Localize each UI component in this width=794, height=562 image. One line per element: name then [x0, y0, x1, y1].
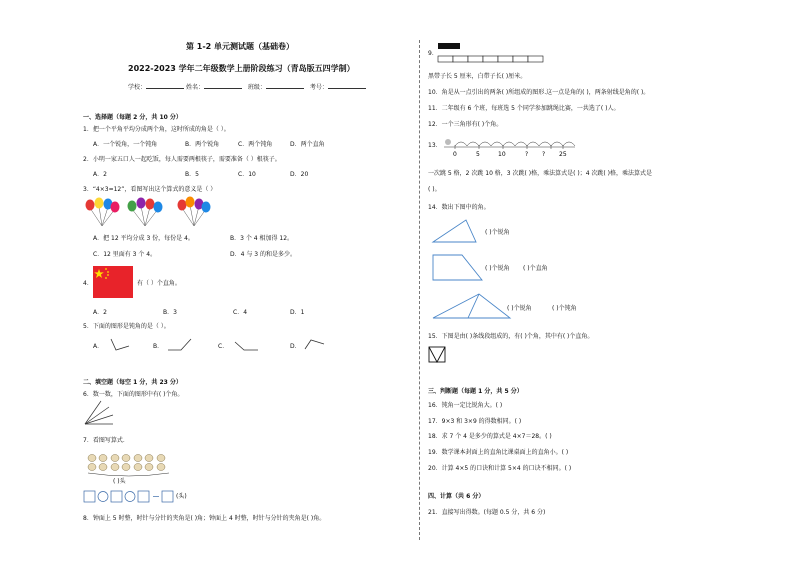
balloon	[146, 199, 155, 210]
column-divider	[419, 40, 420, 540]
tick-label: 10	[498, 151, 506, 158]
q14-b-acute[interactable]: ( )个锐角	[485, 265, 510, 272]
triangle-figure	[432, 218, 478, 244]
rays-figure	[83, 400, 115, 426]
pigs-illustration	[87, 452, 183, 476]
q1-stem: 1．把一个平角平均分成两个角，这时所成的角是（ ）。	[83, 126, 230, 133]
q10-stem: 10．角是从一点引出的两条( )所组成的图形.这一点是角的( )，两条射线是角的( )。	[428, 89, 650, 96]
school-blank[interactable]	[146, 82, 184, 89]
q14-a-answer[interactable]: ( )个锐角	[485, 229, 510, 236]
school-label: 学校：	[128, 84, 147, 91]
q7-unit: (头)	[176, 493, 187, 500]
q4-stem: 有（ ）个直角。	[137, 280, 181, 287]
section2-title: 二、填空题（每空 1 分，共 23 分）	[83, 379, 182, 386]
q20-stem: 20．计算 4×5 的口诀和计算 5×4 的口诀不相同。( )	[428, 465, 572, 472]
number-line-figure	[442, 133, 577, 159]
tick-label: ?	[525, 151, 529, 158]
balloon	[202, 202, 211, 213]
angle-b-figure	[167, 338, 193, 352]
split-triangle-figure	[432, 292, 512, 320]
q2-option-d[interactable]: D．20	[290, 171, 309, 178]
angle-c-figure	[234, 338, 260, 352]
q4-number: 4．	[83, 280, 93, 287]
q3-stem: 3．“4×3=12”，看图写出这个算式的意义是（ ）	[83, 186, 217, 193]
tick-label: 0	[453, 151, 457, 158]
exam-no-blank[interactable]	[328, 82, 366, 89]
balloon-group-3	[178, 197, 211, 227]
tick-label: 25	[559, 151, 567, 158]
q3-option-a[interactable]: A．把 12 平均分成 3 份，每份是 4。	[93, 235, 194, 242]
class-blank[interactable]	[266, 82, 304, 89]
section1-title: 一、选择题（每题 2 分，共 10 分）	[83, 114, 182, 121]
q16-stem: 16．钝角一定比锐角大。( )	[428, 402, 503, 409]
q4-option-d[interactable]: D．1	[290, 309, 305, 316]
q21-stem: 21．直接写出得数。(每题 0.5 分，共 6 分)	[428, 509, 546, 516]
q18-stem: 18．求 7 个 4 是多少的算式是 4×7＝28。( )	[428, 433, 552, 440]
china-flag-image	[93, 266, 133, 298]
balloon	[95, 198, 104, 209]
q14-stem: 14．数出下图中的角。	[428, 204, 490, 211]
tick-label: 5	[476, 151, 480, 158]
q3-option-c[interactable]: C．12 里面有 3 个 4。	[93, 251, 157, 258]
angle-a-figure	[110, 338, 130, 352]
q15-stem: 15．下图是由( )条线段组成的，有( )个角，其中有( )个直角。	[428, 333, 594, 340]
q9-stem: 黑带子长 5 厘米，白带子长( )厘米。	[428, 73, 527, 80]
q8-stem: 8．钟面上 5 时整，时针与分针的夹角是( )角；钟面上 4 时整，时针与分针的夹角是( )角。	[83, 515, 326, 522]
q5-option-b[interactable]: B．	[153, 343, 164, 350]
section3-title: 三、判断题（每题 1 分，共 5 分）	[428, 388, 523, 395]
q19-stem: 19．数学课本封面上的直角比课桌面上的直角小。( )	[428, 449, 569, 456]
q3-option-d[interactable]: D．4 与 3 的和是多少。	[230, 251, 296, 258]
q1-option-a[interactable]: A．一个锐角，一个钝角	[93, 141, 158, 148]
exam-no-label: 考号：	[309, 84, 328, 91]
q13-number: 13．	[428, 142, 442, 149]
q1-option-d[interactable]: D．两个直角	[290, 141, 325, 148]
q14-b-right[interactable]: ( )个直角	[523, 265, 548, 272]
balloon	[154, 202, 163, 213]
q4-option-c[interactable]: C．4	[233, 309, 248, 316]
name-label: 姓名：	[185, 84, 204, 91]
q17-stem: 17．9×3 和 3×9 的得数相同。( )	[428, 418, 522, 425]
tick-label: ?	[542, 151, 546, 158]
q11-stem: 11．二年级有 6 个班，每班选 5 个同学参加跳绳比赛，一共选了( )人。	[428, 105, 620, 112]
q5-option-d[interactable]: D．	[290, 343, 301, 350]
balloon	[86, 200, 95, 211]
section4-title: 四、计算（共 6 分）	[428, 493, 485, 500]
page-subtitle: 2022-2023 学年二年级数学上册阶段练习（青岛版五四学制）	[128, 64, 355, 73]
student-info-row	[128, 82, 366, 92]
q5-option-c[interactable]: C．	[218, 343, 229, 350]
q5-stem: 5．下面的图形是钝角的是（ ）。	[83, 323, 170, 330]
ribbons-figure	[437, 42, 547, 66]
balloon-group-2	[128, 198, 163, 227]
q1-option-b[interactable]: B．两个锐角	[185, 141, 220, 148]
q14-c-acute[interactable]: ( )个锐角	[507, 305, 532, 312]
balloon-group-1	[86, 198, 120, 227]
balloon	[111, 202, 120, 213]
balloon	[178, 200, 187, 211]
q2-option-c[interactable]: C．10	[238, 171, 256, 178]
balloon	[186, 197, 195, 208]
q7-fill-head[interactable]: ( )头	[113, 478, 126, 485]
square-v-figure	[428, 346, 448, 364]
q9-number: 9．	[428, 50, 438, 57]
page-title: 第 1-2 单元测试题（基础卷）	[186, 42, 295, 51]
q2-stem: 2．小明一家五口人一起吃饭，每人需要两根筷子，需要准备（ ）根筷子。	[83, 156, 281, 163]
q5-option-a[interactable]: A．	[93, 343, 104, 350]
q7-stem: 7．看图写算式．	[83, 437, 129, 444]
q4-option-a[interactable]: A．2	[93, 309, 107, 316]
q7-operation-boxes[interactable]	[83, 490, 183, 504]
balloon	[137, 198, 146, 209]
trapezoid-figure	[432, 254, 484, 282]
q2-option-b[interactable]: B．5	[185, 171, 199, 178]
q1-option-c[interactable]: C．两个钝角	[238, 141, 273, 148]
q6-stem: 6．数一数，下面的图形中有( )个角。	[83, 391, 184, 398]
q3-option-b[interactable]: B．3 个 4 相加得 12。	[230, 235, 294, 242]
balloons-illustration	[82, 198, 222, 228]
class-label: 班级：	[247, 84, 266, 91]
name-blank[interactable]	[204, 82, 242, 89]
balloon	[128, 201, 137, 212]
q13-stem-cont: ( )。	[428, 186, 441, 193]
q2-option-a[interactable]: A．2	[93, 171, 107, 178]
q4-option-b[interactable]: B．3	[163, 309, 177, 316]
q14-c-obtuse[interactable]: ( )个钝角	[552, 305, 577, 312]
q12-stem: 12．一个三角形有( )个角。	[428, 121, 503, 128]
q13-stem: 一次跳 5 格，2 次跳 10 格，3 次跳( )格，乘法算式是( )；4 次跳( )格，乘法算式是	[428, 170, 653, 177]
frog-icon	[445, 139, 451, 145]
angle-d-figure	[304, 338, 326, 352]
